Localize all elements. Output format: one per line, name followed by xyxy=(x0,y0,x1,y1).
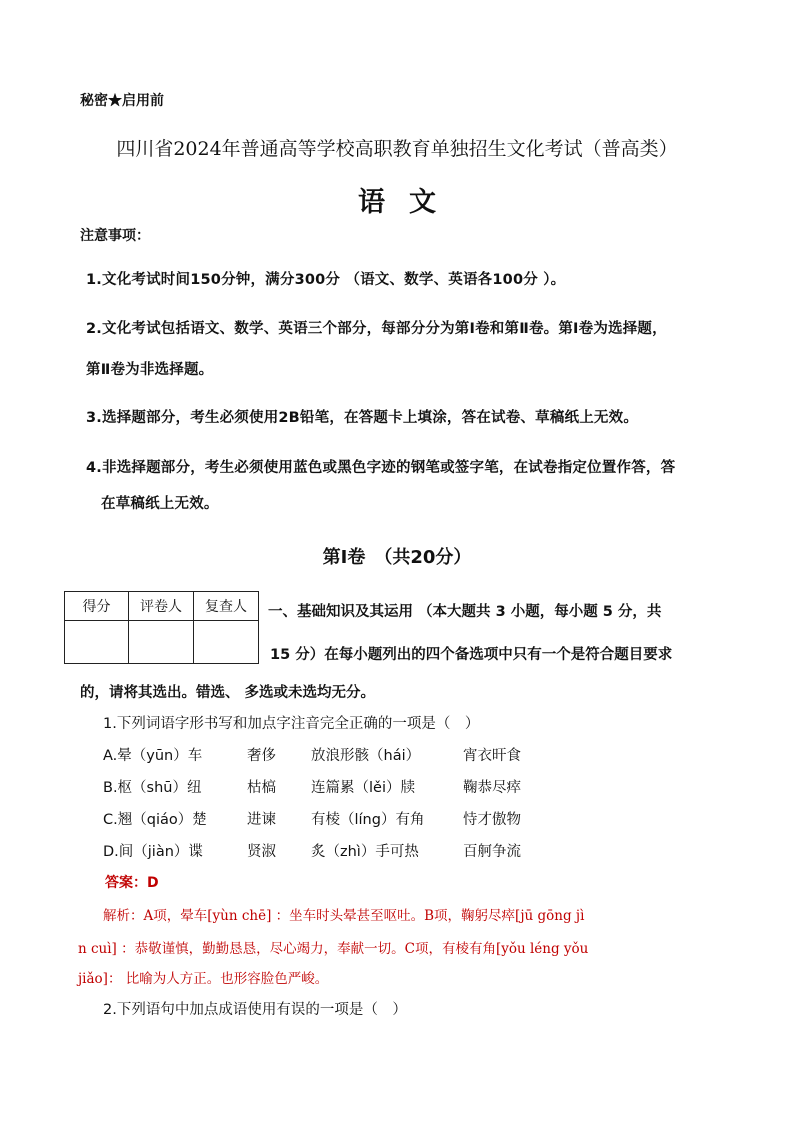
explanation-line2: n cuì] ：恭敬谨慎，勤勤恳恳，尽心竭力，奉献一切。C项，有棱有角[yǒu léng yǒu xyxy=(78,941,589,957)
part1-instruction-line2: 15 分）在每小题列出的四个备选项中只有一个是符合题目要求 xyxy=(270,647,673,663)
option-c-4: 恃才傲物 xyxy=(463,812,521,828)
score-header-score: 得分 xyxy=(65,592,129,621)
notice-item-4-cont: 在草稿纸上无效。 xyxy=(101,496,219,512)
option-b-4: 鞠恭尽瘁 xyxy=(463,780,521,796)
notice-item-1: 1.文化考试时间150分钟，满分300分 （语文、数学、英语各100分 ）。 xyxy=(86,272,566,288)
score-cell xyxy=(65,621,129,664)
option-d-2: 贤淑 xyxy=(247,844,276,860)
exam-title: 四川省2024年普通高等学校高职教育单独招生文化考试（普高类） xyxy=(116,138,678,160)
question-2-stem: 2.下列语句中加点成语使用有误的一项是（ ） xyxy=(103,1002,407,1018)
score-table xyxy=(64,591,259,664)
answer-label: 答案：D xyxy=(105,875,159,891)
subject-title: 语文 xyxy=(358,187,460,218)
notice-item-2-cont: 第Ⅱ卷为非选择题。 xyxy=(86,362,214,378)
option-b-1: B.枢（shū）纽 xyxy=(103,780,202,796)
part1-instruction-line1: 一、基础知识及其运用 （本大题共 3 小题，每小题 5 分，共 xyxy=(268,604,662,620)
explanation-line3: jiǎo]： 比喻为人方正。也形容脸色严峻。 xyxy=(78,971,329,987)
reviewer-cell xyxy=(194,621,259,664)
part1-instruction-line3: 的，请将其选出。错选、 多选或未选均无分。 xyxy=(80,685,376,701)
option-a-2: 奢侈 xyxy=(247,748,276,764)
option-b-2: 枯槁 xyxy=(247,780,276,796)
option-a-1: A.晕（yūn）车 xyxy=(103,748,203,764)
question-1-stem: 1.下列词语字形书写和加点字注音完全正确的一项是（ ） xyxy=(103,716,480,732)
explanation-line1: 解析：A项，晕车[yùn chē] ：坐车时头晕甚至呕吐。B项，鞠躬尽瘁[jū gōng jì xyxy=(103,908,585,924)
option-c-1: C.翘（qiáo）楚 xyxy=(103,812,207,828)
section-title: 第Ⅰ卷 （共20分） xyxy=(322,547,472,568)
option-d-3: 炙（zhì）手可热 xyxy=(311,844,419,860)
option-d-1: D.间（jiàn）谍 xyxy=(103,844,203,860)
option-a-4: 宵衣旰食 xyxy=(463,748,521,764)
score-header-reviewer: 复查人 xyxy=(194,592,259,621)
option-b-3: 连篇累（lěi）牍 xyxy=(311,780,415,796)
notice-heading: 注意事项： xyxy=(80,228,150,244)
notice-item-2: 2.文化考试包括语文、数学、英语三个部分，每部分分为第Ⅰ卷和第Ⅱ卷。第Ⅰ卷为选择题， xyxy=(86,321,667,337)
option-c-3: 有棱（líng）有角 xyxy=(311,812,425,828)
secret-label: 秘密★启用前 xyxy=(80,93,164,109)
option-a-3: 放浪形骸（hái） xyxy=(311,748,421,764)
score-header-grader: 评卷人 xyxy=(129,592,194,621)
option-d-4: 百舸争流 xyxy=(463,844,521,860)
grader-cell xyxy=(129,621,194,664)
notice-item-3: 3.选择题部分，考生必须使用2B铅笔，在答题卡上填涂，答在试卷、草稿纸上无效。 xyxy=(86,410,639,426)
notice-item-4: 4.非选择题部分，考生必须使用蓝色或黑色字迹的钢笔或签字笔，在试卷指定位置作答，答 xyxy=(86,460,676,476)
option-c-2: 进谏 xyxy=(247,812,276,828)
